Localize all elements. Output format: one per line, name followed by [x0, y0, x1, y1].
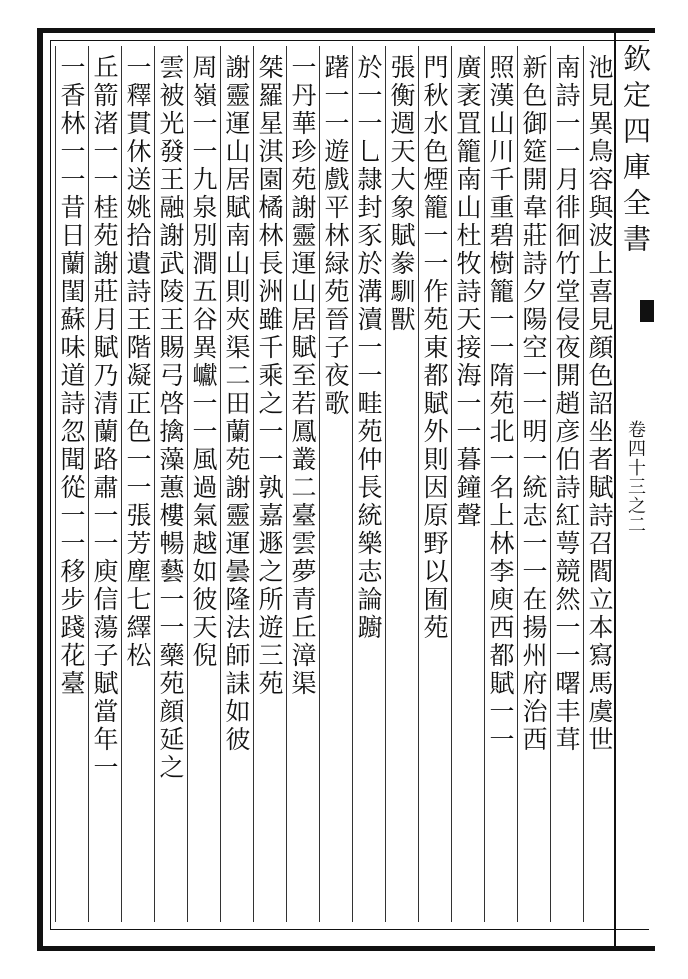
text-column: 丘箭渚一一桂苑謝莊月賦乃清蘭路肅一一庾信蕩子賦當年一	[90, 54, 119, 782]
column-rule	[484, 46, 485, 922]
text-column: 於一一乚隷封豕於溝瀆一一畦苑仲長統樂志論躕	[354, 54, 383, 642]
column-rule	[517, 46, 518, 922]
text-body	[54, 46, 620, 922]
column-rule	[385, 46, 386, 922]
text-column: 桀羅星淇園橘林長洲雖千乘之一一孰嘉遯之所遊三苑	[255, 54, 284, 698]
column-rule	[187, 46, 188, 922]
volume-label: 卷四十三之二	[625, 420, 646, 534]
column-rule	[583, 46, 584, 922]
text-column: 門秋水色煙籠一一作苑東都賦外則因原野以囿苑	[420, 54, 449, 642]
column-rule	[550, 46, 551, 922]
column-rule	[286, 46, 287, 922]
text-column: 新色御筵開韋莊詩夕陽空一一明一統志一一在揚州府治西	[519, 54, 548, 754]
column-rule	[319, 46, 320, 922]
text-column: 廣袤罝籠南山杜牧詩天接海一一暮鐘聲	[453, 54, 482, 530]
text-column: 雲被光發王融謝武陵王賜弓啓擒藻蕙樓暢藝一一藥苑顔延之	[156, 54, 185, 782]
column-rule	[418, 46, 419, 922]
column-rule	[451, 46, 452, 922]
text-column: 一丹華珍苑謝靈運山居賦至若鳳叢二臺雲夢青丘漳渠	[288, 54, 317, 698]
column-rule	[220, 46, 221, 922]
column-rule	[154, 46, 155, 922]
column-rule	[55, 46, 56, 922]
text-column: 謝靈運山居賦南山則夾渠二田蘭苑謝靈運曇隆法師誄如彼	[222, 54, 251, 754]
page-header	[618, 44, 652, 374]
text-column: 照漢山川千重碧樹籠一一隋苑北一名上林李庾西都賦一一	[486, 54, 515, 754]
column-rule	[121, 46, 122, 922]
text-column: 一釋貫休送姚拾遺詩王階凝正色一一張芳塵七繹松	[123, 54, 152, 670]
column-rule	[253, 46, 254, 922]
text-column: 池見異鳥容與波上喜見顔色詔坐者賦詩召閻立本寫馬虞世	[585, 54, 614, 754]
text-column: 一香林一一昔日蘭閨蘇味道詩忽聞從一一移步踐花臺	[57, 54, 86, 698]
column-rule	[88, 46, 89, 922]
column-rule	[352, 46, 353, 922]
text-column: 南詩一一月徘徊竹堂侵夜開趙彦伯詩紅萼競然一一曙丰茸	[552, 54, 581, 754]
text-column: 躇一一遊戲平林緑苑晉子夜歌	[321, 54, 350, 418]
book-title: 欽定四庫全書	[619, 44, 652, 260]
text-column: 張衡週天大象賦豢馴獸	[387, 54, 416, 334]
text-column: 周嶺一一九泉別澗五谷異巘一一風過氣越如彼天倪	[189, 54, 218, 670]
